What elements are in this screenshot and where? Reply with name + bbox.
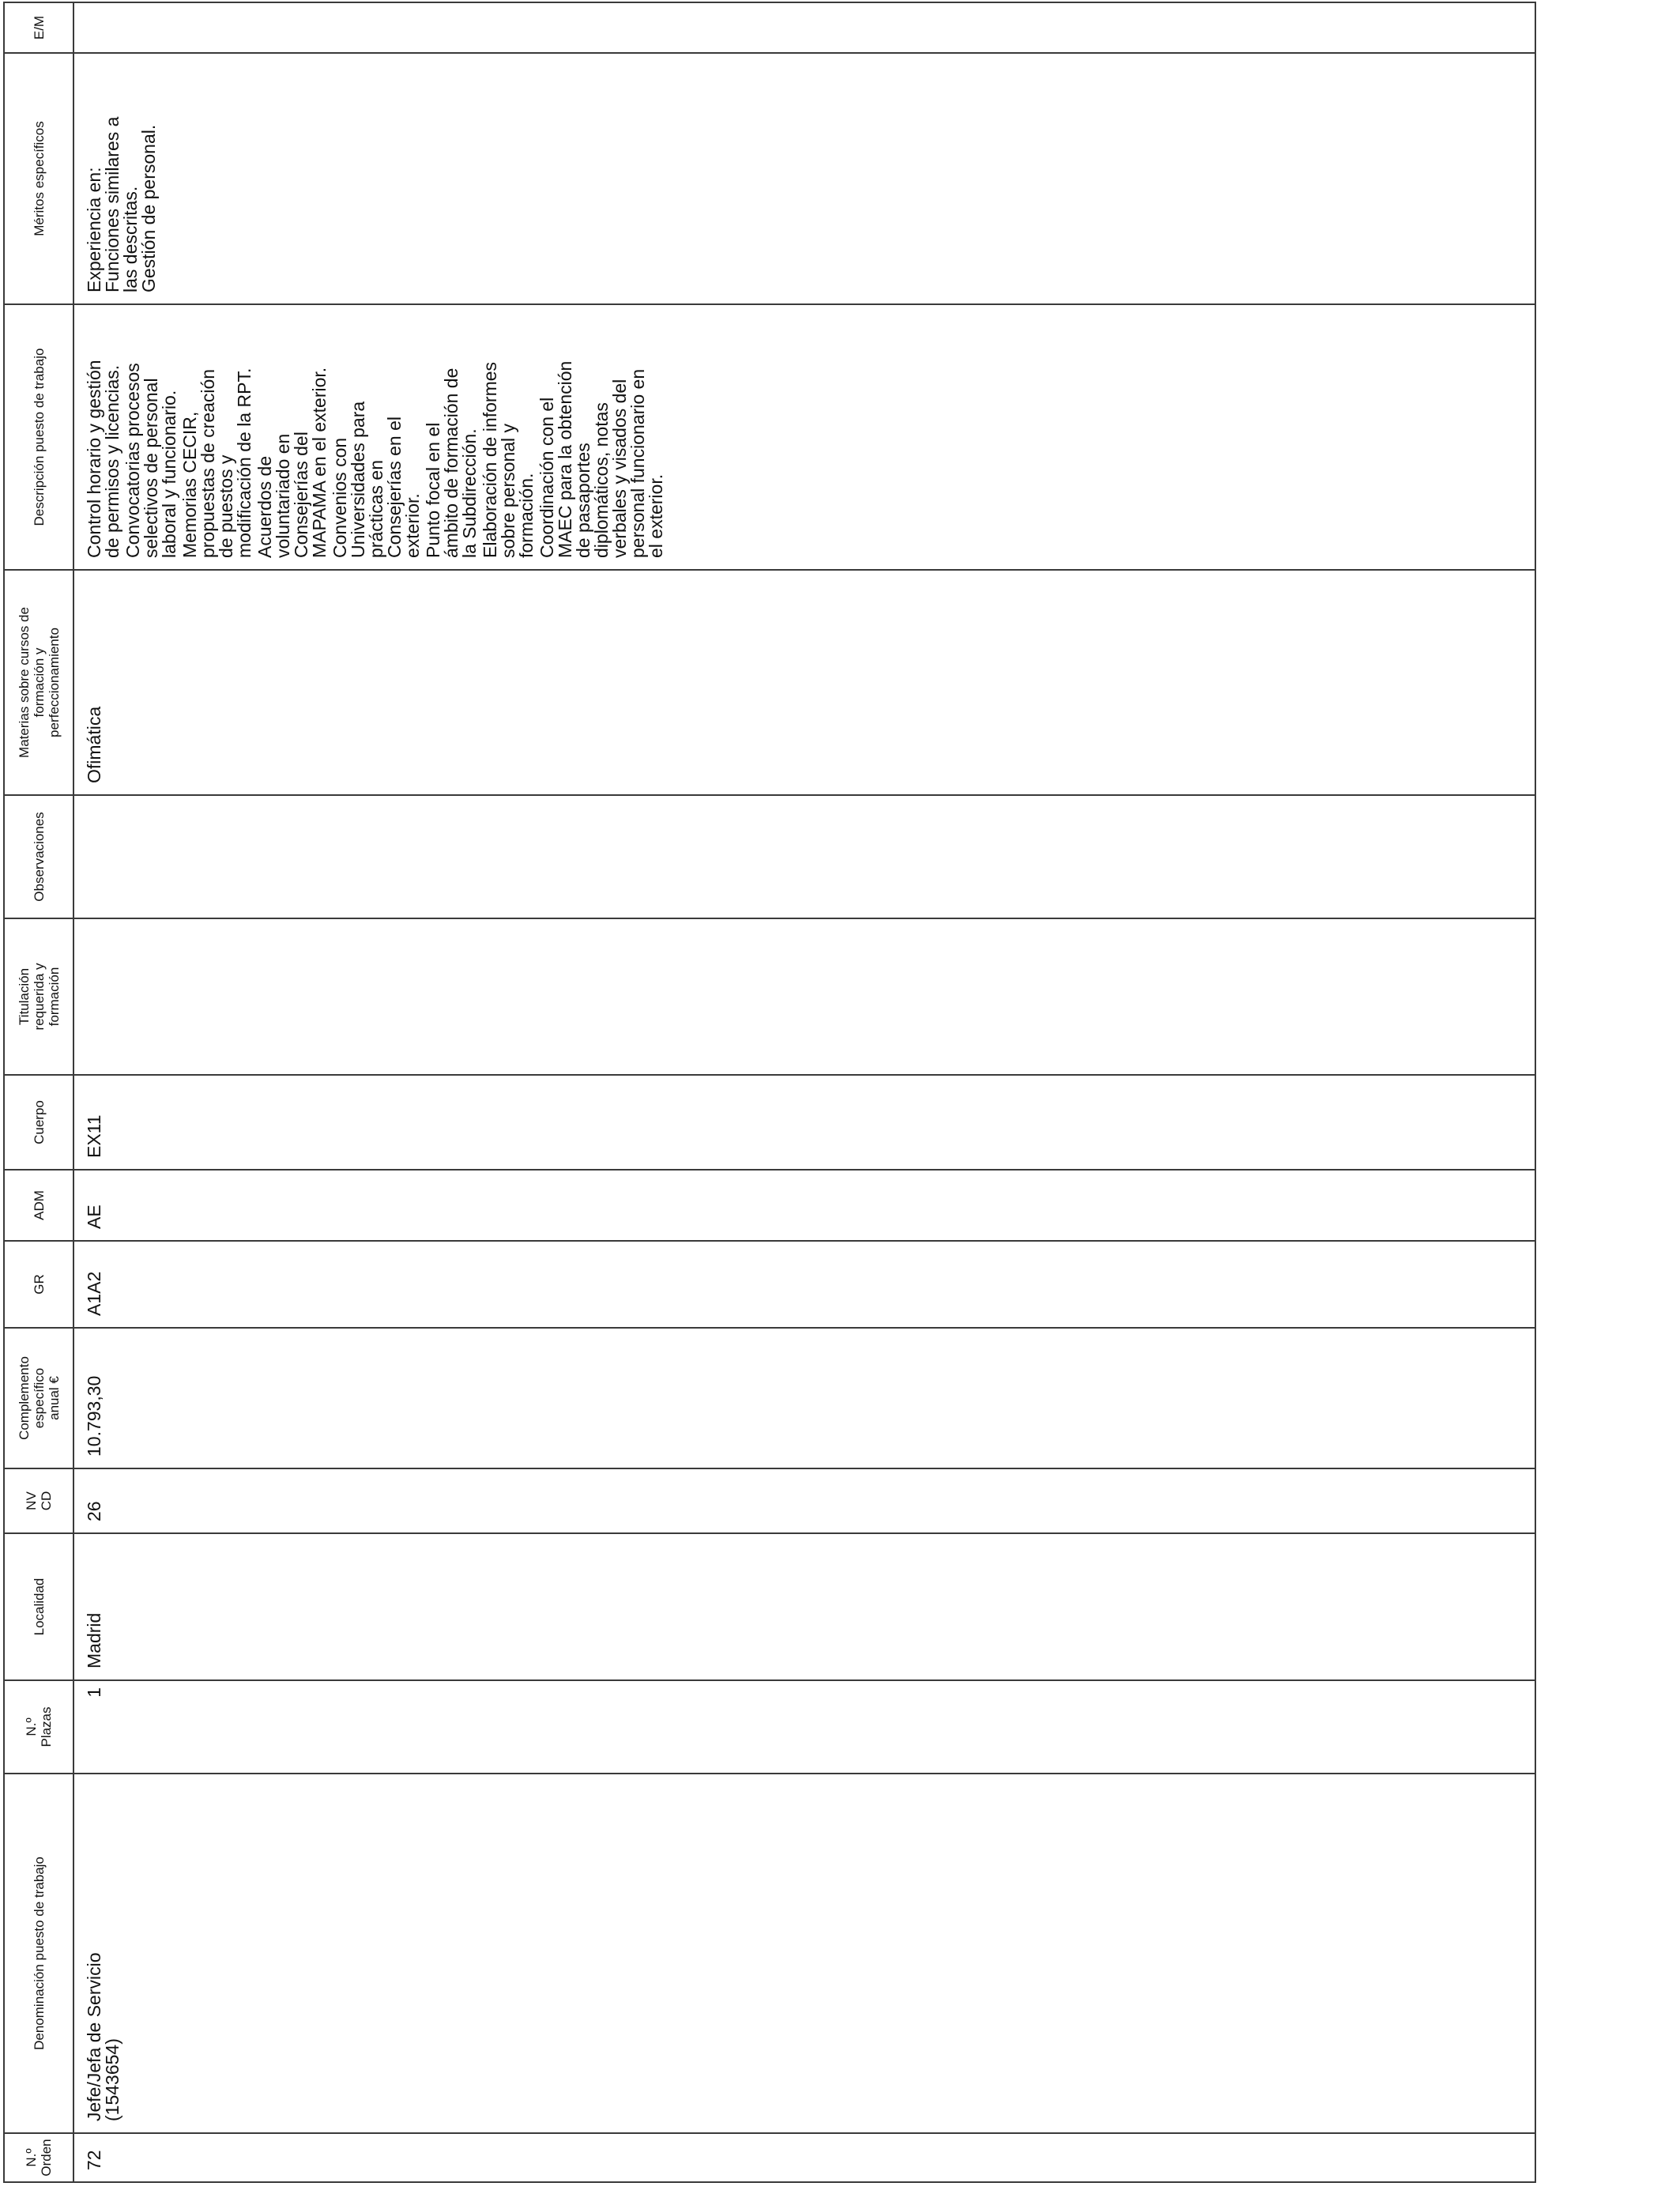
cell-grupo — [73, 1241, 1535, 1328]
cell-observaciones — [73, 795, 1535, 918]
descripcion-item: Acuerdos de voluntariado en Consejerías del MAPAMA en el exterior. — [254, 367, 330, 558]
nivel-value: 26 — [84, 1501, 104, 1521]
descripcion-item: Punto focal en el ámbito de formación de la Subdirección. — [423, 368, 480, 558]
cuerpo-value: EX11 — [84, 1114, 104, 1158]
header-row — [4, 2, 73, 2182]
header-denominacion: Denominación puesto de trabajo — [4, 1774, 73, 2133]
header-em: E/M — [4, 2, 73, 53]
header-orden: N.º Orden — [4, 2133, 73, 2182]
header-materias: Materias sobre cursos de formación y perfeccionamiento — [4, 570, 73, 795]
cell-orden — [73, 2133, 1535, 2182]
adm-value: AE — [84, 1204, 104, 1229]
header-adm: ADM — [4, 1170, 73, 1241]
descripcion-item: Convenios con Universidades para prácticas en Consejerías en el exterior. — [330, 401, 423, 558]
descripcion-item: Convocatorias procesos selectivos de personal laboral y funcionario. — [122, 363, 179, 558]
grupo-value: A1A2 — [84, 1271, 104, 1316]
header-cuerpo: Cuerpo — [4, 1075, 73, 1170]
orden-value: 72 — [84, 2150, 104, 2170]
localidad-value: Madrid — [84, 1612, 104, 1668]
meritos-value: Experiencia en: Funciones similares a las descritas. Gestión de personal. — [84, 116, 159, 292]
descripcion-item: Memorias CECIR, propuestas de creación de puestos y modificación de la RPT. — [179, 368, 254, 558]
denominacion-value: Jefe/Jefa de Servicio (1543654) — [84, 1952, 122, 2121]
cell-titulacion — [73, 918, 1535, 1075]
materias-value: Ofimática — [84, 706, 104, 783]
cell-em — [73, 2, 1535, 53]
table-row — [73, 2, 1535, 2182]
header-titulacion: Titulación requerida y formación — [4, 918, 73, 1075]
cell-localidad — [73, 1533, 1535, 1680]
header-observaciones: Observaciones — [4, 795, 73, 918]
header-descripcion: Descripción puesto de trabajo — [4, 304, 73, 570]
descripcion-item: Control horario y gestión de permisos y licencias. — [84, 360, 122, 558]
cell-materias — [73, 570, 1535, 795]
cell-descripcion — [73, 304, 1535, 570]
header-nivel: NV CD — [4, 1468, 73, 1533]
cell-adm — [73, 1170, 1535, 1241]
cell-cuerpo — [73, 1075, 1535, 1170]
vacancy-table-rotated — [3, 3, 1536, 2183]
descripcion-item: Coordinación con el MAEC para la obtención de pasaportes diplomáticos, notas verbales y visados del personal funcionario en el exterior. — [537, 360, 666, 558]
plazas-value: 1 — [84, 1687, 104, 1698]
cell-denominacion — [73, 1774, 1535, 2133]
cell-plazas — [73, 1680, 1535, 1774]
header-meritos: Méritos específicos — [4, 53, 73, 304]
header-grupo: GR — [4, 1241, 73, 1328]
cell-meritos — [73, 53, 1535, 304]
cell-complemento — [73, 1328, 1535, 1468]
header-plazas: N.º Plazas — [4, 1680, 73, 1774]
complemento-value: 10.793,30 — [84, 1375, 104, 1457]
vacancy-table — [3, 2, 1536, 2183]
descripcion-item: Elaboración de informes sobre personal y formación. — [480, 361, 537, 558]
header-localidad: Localidad — [4, 1533, 73, 1680]
header-complemento: Complemento específico anual € — [4, 1328, 73, 1468]
cell-nivel — [73, 1468, 1535, 1533]
